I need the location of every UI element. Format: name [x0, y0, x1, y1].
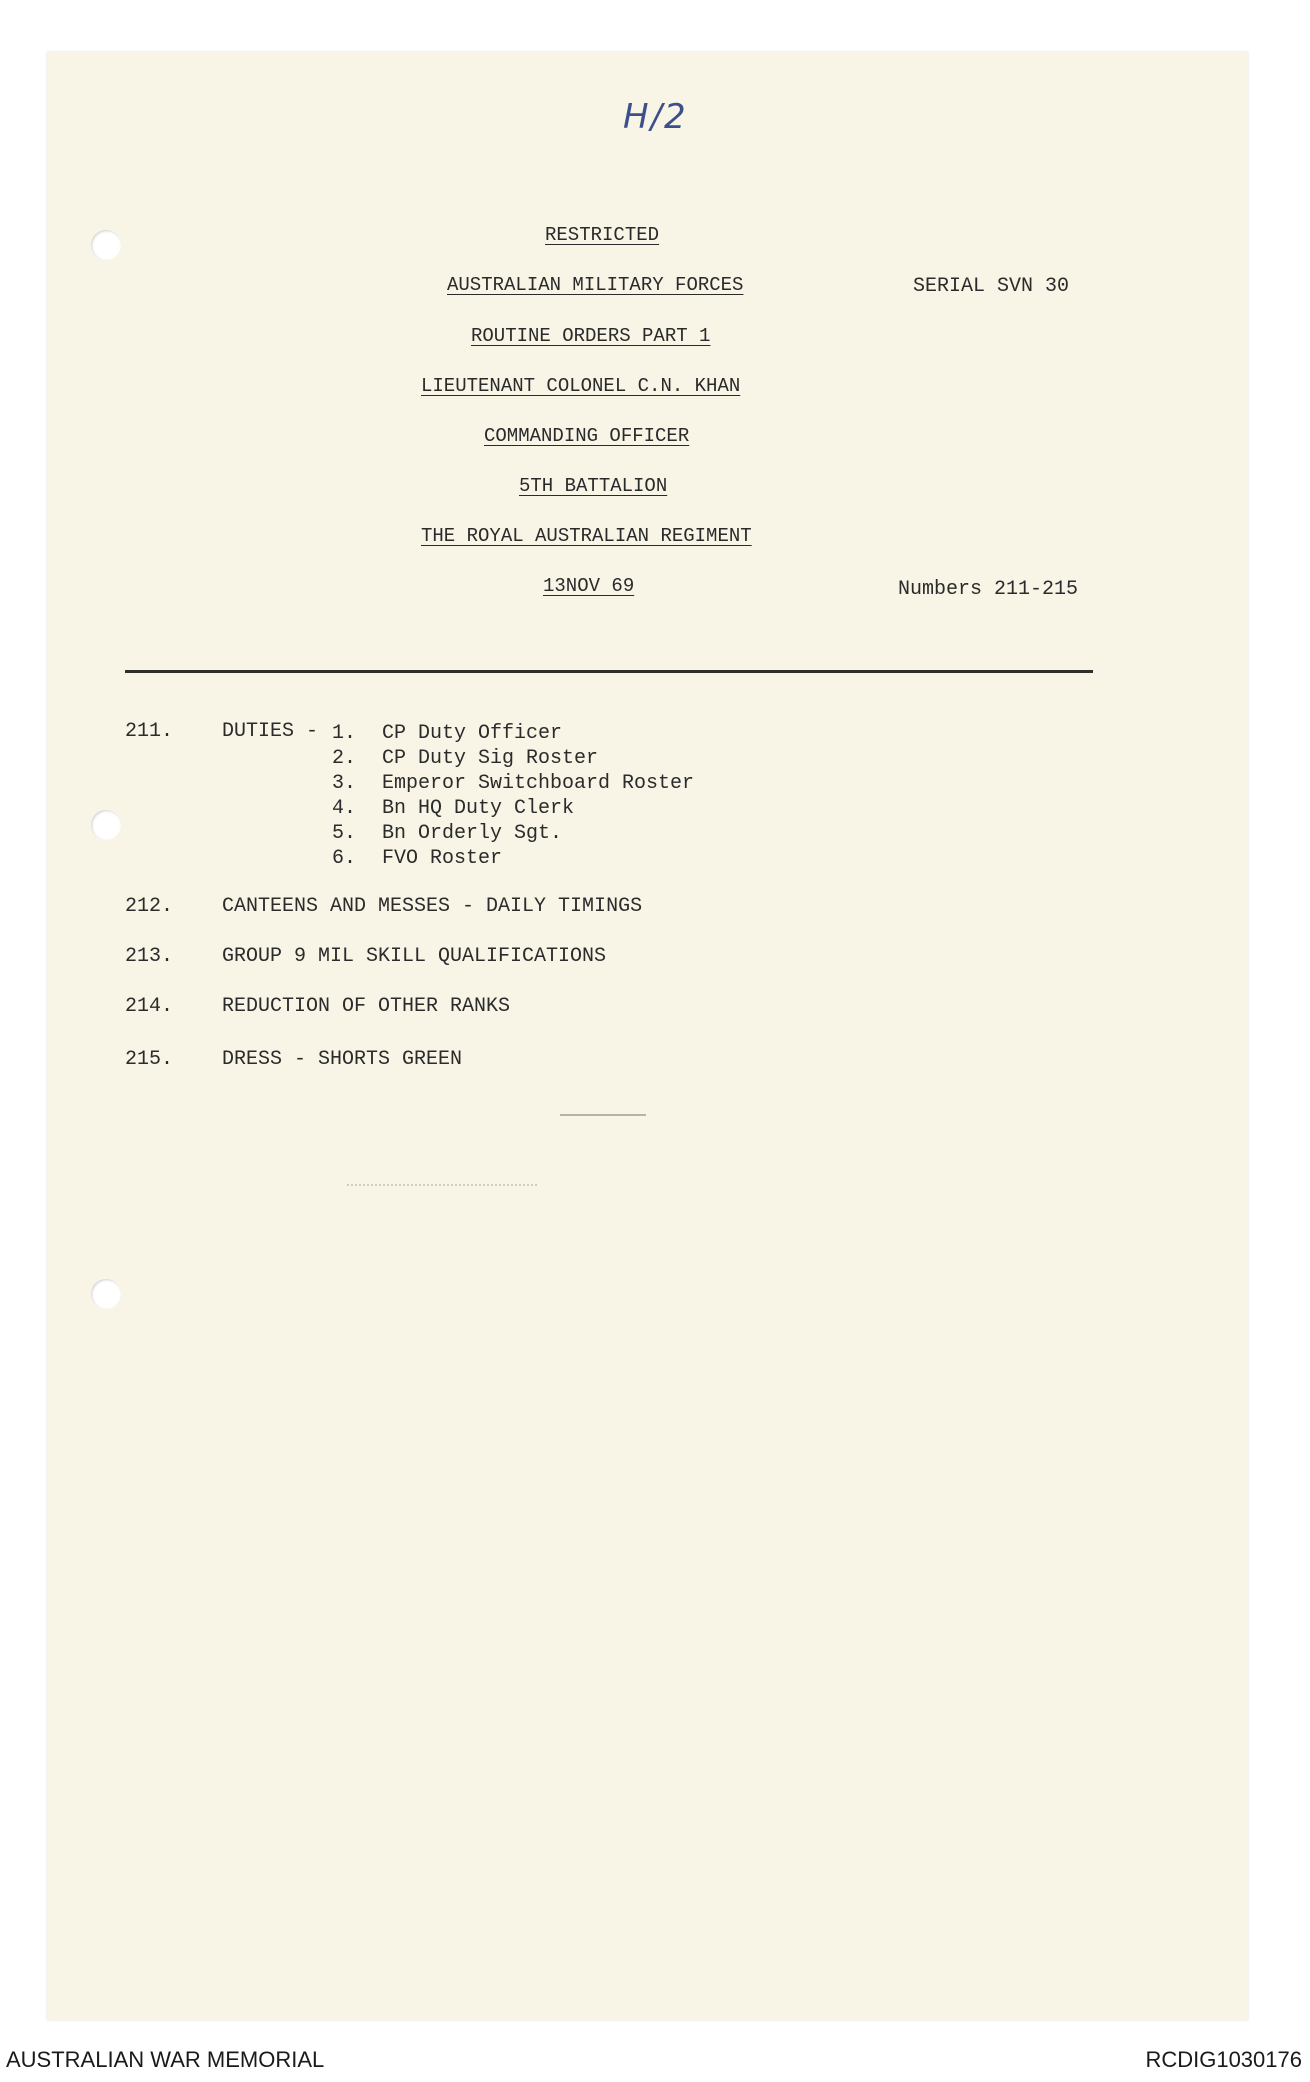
item-number: 212.: [125, 895, 174, 918]
subitem-number: 4.: [332, 797, 357, 820]
handwritten-mark: H/2: [623, 97, 688, 137]
subitem-text: FVO Roster: [382, 847, 503, 870]
footer-source: AUSTRALIAN WAR MEMORIAL: [6, 2047, 325, 2072]
item-title: DUTIES -: [222, 720, 319, 743]
item-title: GROUP 9 MIL SKILL QUALIFICATIONS: [222, 945, 607, 968]
item-number: 213.: [125, 945, 174, 968]
document-page: [47, 52, 1248, 2020]
item-title: CANTEENS AND MESSES - DAILY TIMINGS: [222, 895, 643, 918]
orders-heading: ROUTINE ORDERS PART 1: [471, 325, 711, 347]
subitem-text: Emperor Switchboard Roster: [382, 772, 695, 795]
subitem-number: 2.: [332, 747, 357, 770]
item-number: 215.: [125, 1048, 174, 1071]
punch-hole: [91, 810, 121, 840]
role-heading: COMMANDING OFFICER: [484, 425, 690, 447]
classification-heading: RESTRICTED: [545, 224, 660, 246]
item-title: REDUCTION OF OTHER RANKS: [222, 995, 511, 1018]
item-number: 214.: [125, 995, 174, 1018]
divider-line: [125, 670, 1093, 673]
faint-mark: [560, 1104, 646, 1116]
subitem-text: Bn HQ Duty Clerk: [382, 797, 575, 820]
item-title: DRESS - SHORTS GREEN: [222, 1048, 463, 1071]
faint-mark: [347, 1174, 537, 1186]
order-numbers: Numbers 211-215: [898, 578, 1079, 601]
forces-heading: AUSTRALIAN MILITARY FORCES: [447, 274, 744, 296]
subitem-text: CP Duty Officer: [382, 722, 563, 745]
regiment-heading: THE ROYAL AUSTRALIAN REGIMENT: [421, 525, 752, 547]
serial-number: SERIAL SVN 30: [913, 275, 1070, 298]
subitem-number: 3.: [332, 772, 357, 795]
punch-hole: [91, 1279, 121, 1309]
officer-name-heading: LIEUTENANT COLONEL C.N. KHAN: [421, 375, 741, 397]
subitem-text: CP Duty Sig Roster: [382, 747, 599, 770]
punch-hole: [91, 230, 121, 260]
subitem-number: 5.: [332, 822, 357, 845]
item-number: 211.: [125, 720, 174, 743]
footer-id: RCDIG1030176: [1145, 2047, 1302, 2072]
subitem-number: 1.: [332, 722, 357, 745]
subitem-text: Bn Orderly Sgt.: [382, 822, 563, 845]
battalion-heading: 5TH BATTALION: [519, 475, 668, 497]
date-heading: 13NOV 69: [543, 575, 635, 597]
subitem-number: 6.: [332, 847, 357, 870]
